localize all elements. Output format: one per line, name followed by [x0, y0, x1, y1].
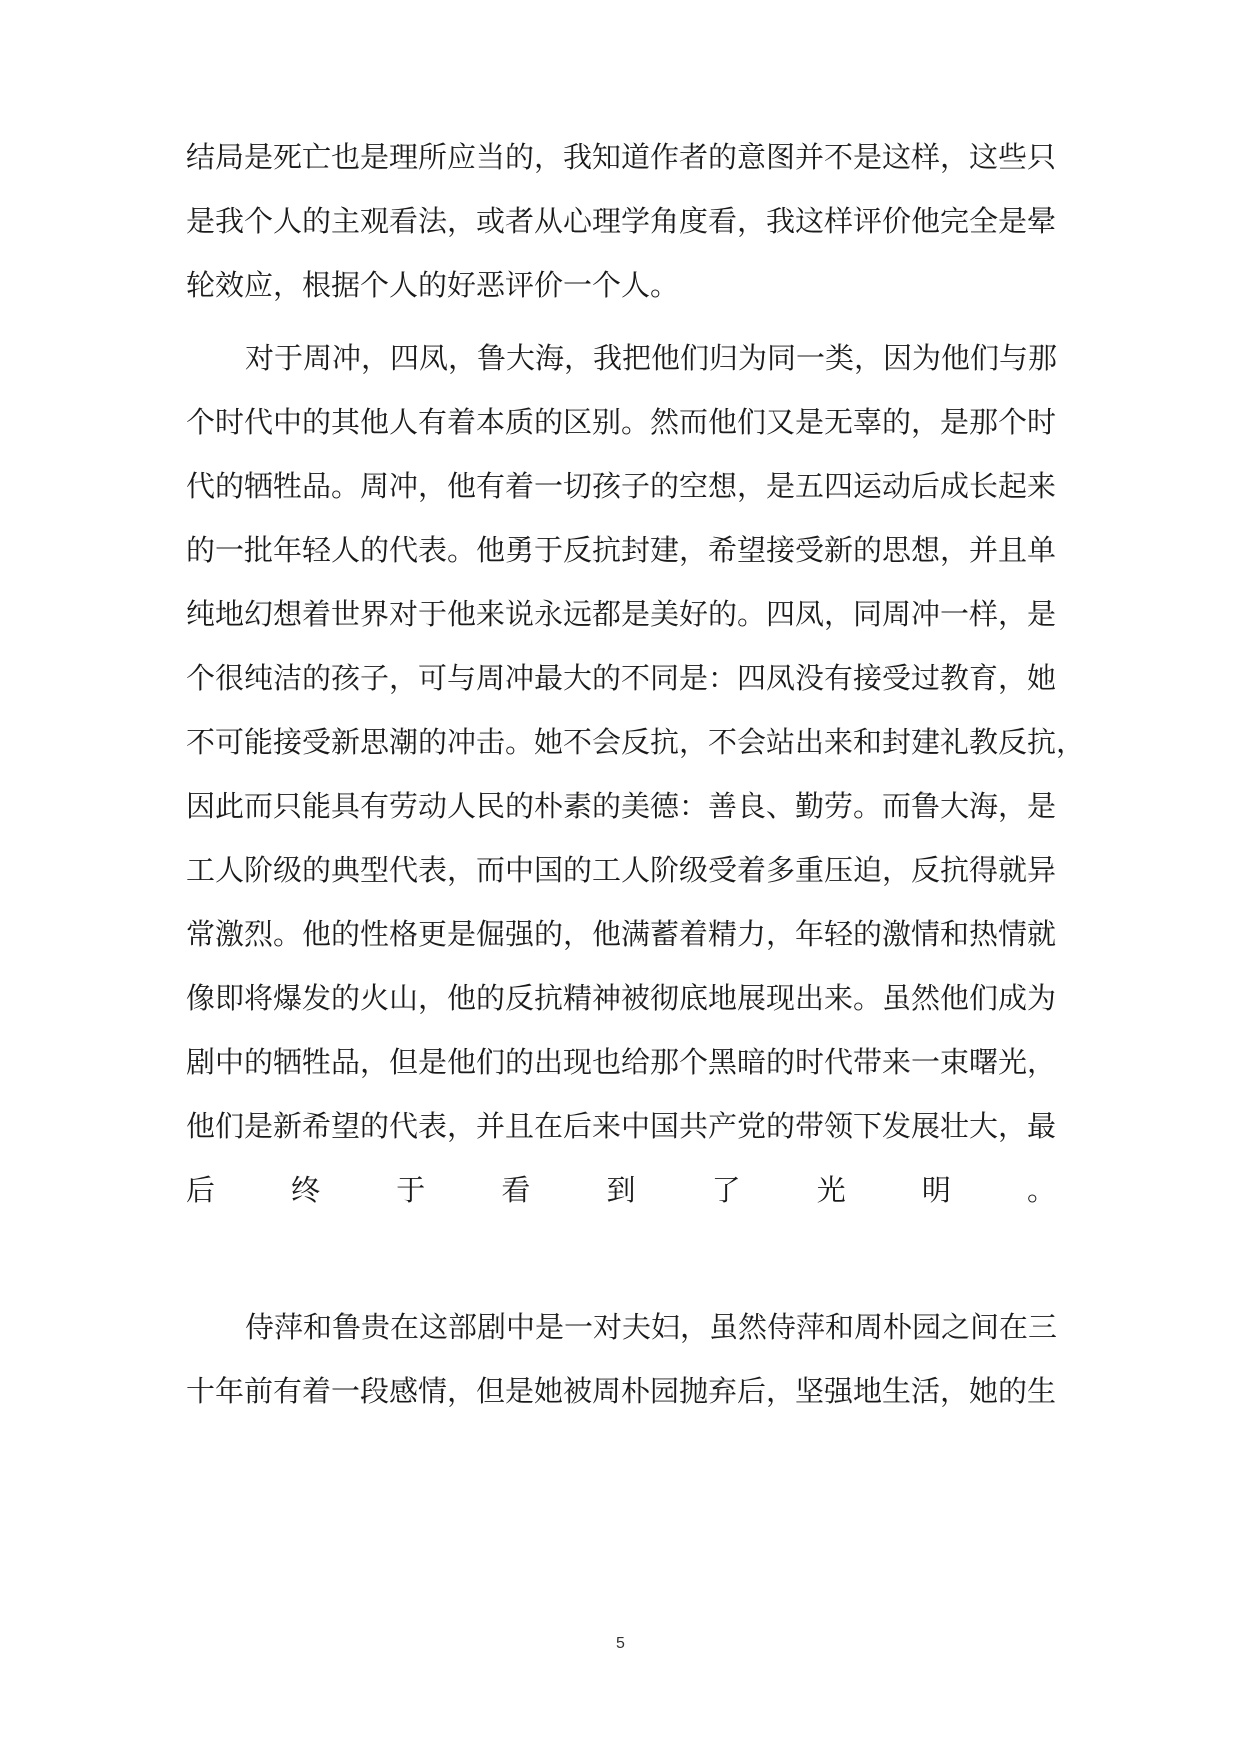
- text-line: 个时代中的其他人有着本质的区别。然而他们又是无辜的，是那个时: [186, 405, 1057, 439]
- text-line: 后终于看到了光明。: [186, 1173, 1056, 1207]
- text-line: 轮效应，根据个人的好恶评价一个人。: [186, 268, 680, 302]
- text-line: 侍萍和鲁贵在这部剧中是一对夫妇，虽然侍萍和周朴园之间在三: [245, 1310, 1058, 1344]
- text-line: 像即将爆发的火山，他的反抗精神被彻底地展现出来。虽然他们成为: [186, 981, 1057, 1015]
- text-line: 结局是死亡也是理所应当的，我知道作者的意图并不是这样，这些只: [186, 140, 1057, 174]
- page-number: 5: [616, 1635, 625, 1652]
- text-line: 个很纯洁的孩子，可与周冲最大的不同是：四凤没有接受过教育，她: [186, 661, 1057, 695]
- text-line: 常激烈。他的性格更是倔强的，他满蓄着精力，年轻的激情和热情就: [186, 917, 1057, 951]
- text-line: 是我个人的主观看法，或者从心理学角度看，我这样评价他完全是晕: [186, 204, 1057, 238]
- text-line: [186, 1234, 1056, 1274]
- text-line: 不可能接受新思潮的冲击。她不会反抗，不会站出来和封建礼教反抗，: [186, 725, 1086, 759]
- text-line: 他们是新希望的代表，并且在后来中国共产党的带领下发展壮大，最: [186, 1109, 1057, 1143]
- text-line: 剧中的牺牲品，但是他们的出现也给那个黑暗的时代带来一束曙光，: [186, 1045, 1057, 1079]
- text-line: 纯地幻想着世界对于他来说永远都是美好的。四凤，同周冲一样，是: [186, 597, 1057, 631]
- text-line: 的一批年轻人的代表。他勇于反抗封建，希望接受新的思想，并且单: [186, 533, 1057, 567]
- text-line: 对于周冲，四凤，鲁大海，我把他们归为同一类，因为他们与那: [245, 341, 1058, 375]
- text-line: 十年前有着一段感情，但是她被周朴园抛弃后，坚强地生活，她的生: [186, 1374, 1057, 1408]
- text-line: 代的牺牲品。周冲，他有着一切孩子的空想，是五四运动后成长起来: [186, 469, 1057, 503]
- text-line: 工人阶级的典型代表，而中国的工人阶级受着多重压迫，反抗得就异: [186, 853, 1057, 887]
- text-line: 因此而只能具有劳动人民的朴素的美德：善良、勤劳。而鲁大海，是: [186, 789, 1057, 823]
